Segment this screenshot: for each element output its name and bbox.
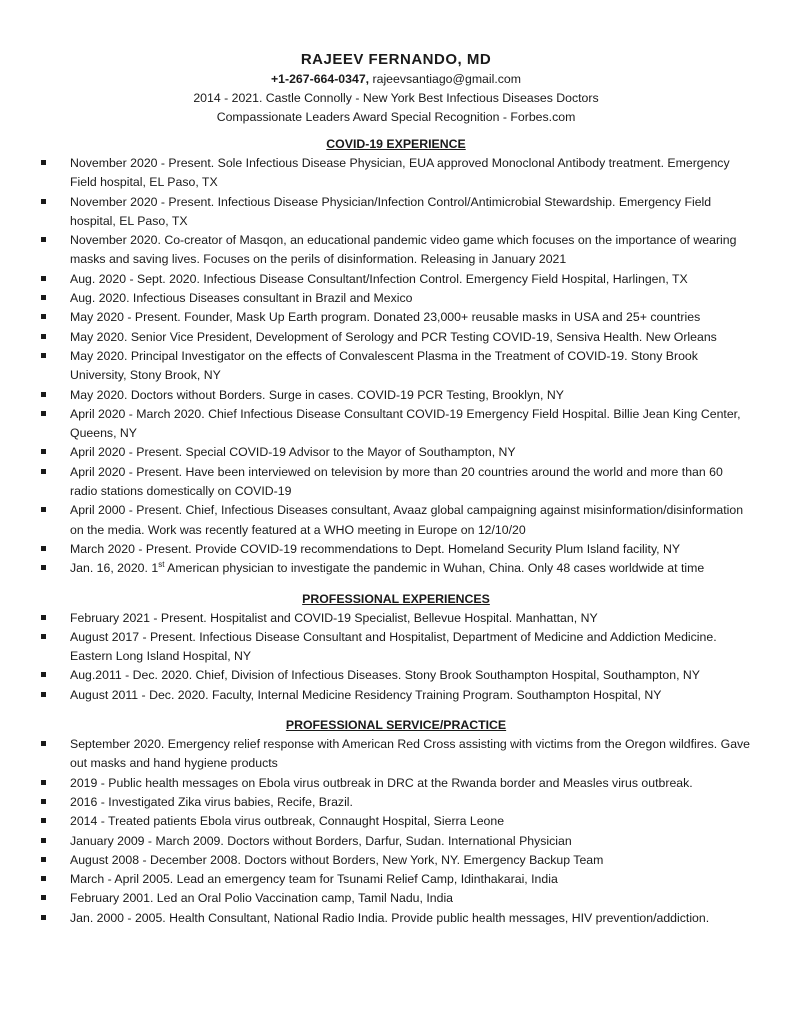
- list-item: Aug.2011 - Dec. 2020. Chief, Division of Infectious Diseases. Stony Brook Southampton Hospital, Southampton, NY: [41, 666, 751, 685]
- list-item: Aug. 2020 - Sept. 2020. Infectious Disease Consultant/Infection Control. Emergency Field Hospital, Harlingen, TX: [41, 270, 751, 289]
- list-item: 2014 - Treated patients Ebola virus outbreak, Connaught Hospital, Sierra Leone: [41, 812, 751, 831]
- award-line-2: Compassionate Leaders Award Special Recognition - Forbes.com: [216, 110, 576, 124]
- list-item: Aug. 2020. Infectious Diseases consultant in Brazil and Mexico: [41, 289, 751, 308]
- list-item: February 2001. Led an Oral Polio Vaccination camp, Tamil Nadu, India: [41, 889, 751, 908]
- list-item: 2019 - Public health messages on Ebola virus outbreak in DRC at the Rwanda border and Measles virus outbreak.: [41, 774, 751, 793]
- email-address: rajeevsantiago@gmail.com: [369, 72, 522, 86]
- list-item: November 2020. Co-creator of Masqon, an educational pandemic video game which focuses on the importance of wearing masks and saving lives. Focuses on the perils of disinformation. Releasing in January 2021: [41, 231, 751, 270]
- list-item: Jan. 2000 - 2005. Health Consultant, National Radio India. Provide public health messages, HIV prevention/addiction.: [41, 909, 751, 928]
- list-item: August 2017 - Present. Infectious Disease Consultant and Hospitalist, Department of Medicine and Addiction Medicine. Eastern Long Island Hospital, NY: [41, 628, 751, 667]
- professional-service-list: [41, 735, 751, 928]
- list-item: March - April 2005. Lead an emergency team for Tsunami Relief Camp, Idinthakarai, India: [41, 870, 751, 889]
- list-item: [41, 559, 751, 578]
- award-line-1: 2014 - 2021. Castle Connolly - New York Best Infectious Diseases Doctors: [193, 91, 599, 105]
- covid-experience-list: [41, 154, 751, 579]
- professional-service-section: [41, 716, 751, 928]
- contact-line: [41, 70, 751, 89]
- phone-number: +1-267-664-0347,: [270, 72, 370, 86]
- section-title-service: PROFESSIONAL SERVICE/PRACTICE: [285, 718, 507, 733]
- ordinal-suffix: st: [158, 560, 165, 570]
- covid-experience-section: [41, 135, 751, 579]
- list-item: November 2020 - Present. Infectious Disease Physician/Infection Control/Antimicrobial Stewardship. Emergency Field hospital, EL Paso, TX: [41, 193, 751, 232]
- list-item: March 2020 - Present. Provide COVID-19 recommendations to Dept. Homeland Security Plum Island facility, NY: [41, 540, 751, 559]
- list-item: April 2020 - Present. Special COVID-19 Advisor to the Mayor of Southampton, NY: [41, 443, 751, 462]
- list-item: February 2021 - Present. Hospitalist and COVID-19 Specialist, Bellevue Hospital. Manhattan, NY: [41, 609, 751, 628]
- list-item: August 2008 - December 2008. Doctors without Borders, New York, NY. Emergency Backup Team: [41, 851, 751, 870]
- list-item-text: Jan. 16, 2020. 1: [70, 561, 159, 576]
- resume-header: [41, 50, 751, 127]
- section-title-professional: PROFESSIONAL EXPERIENCES: [302, 591, 490, 606]
- list-item: May 2020. Doctors without Borders. Surge in cases. COVID-19 PCR Testing, Brooklyn, NY: [41, 386, 751, 405]
- list-item: November 2020 - Present. Sole Infectious Disease Physician, EUA approved Monoclonal Antibody treatment. Emergency Field hospital, EL Paso, TX: [41, 154, 751, 193]
- list-item: April 2020 - Present. Have been interviewed on television by more than 20 countries around the world and more than 60 radio stations domestically on COVID-19: [41, 463, 751, 502]
- section-title-covid: COVID-19 EXPERIENCE: [326, 137, 466, 151]
- list-item: May 2020. Principal Investigator on the effects of Convalescent Plasma in the Treatment of COVID-19. Stony Brook University, Stony Brook, NY: [41, 347, 751, 386]
- list-item-text: American physician to investigate the pandemic in Wuhan, China. Only 48 cases worldwide at time: [164, 561, 705, 576]
- professional-experiences-section: [41, 590, 751, 705]
- candidate-name: RAJEEV FERNANDO, MD: [300, 51, 492, 68]
- professional-experiences-list: [41, 609, 751, 705]
- list-item: May 2020 - Present. Founder, Mask Up Earth program. Donated 23,000+ reusable masks in USA and 25+ countries: [41, 308, 751, 327]
- list-item: September 2020. Emergency relief response with American Red Cross assisting with victims from the Oregon wildfires. Gave out masks and hand hygiene products: [41, 735, 751, 774]
- list-item: April 2000 - Present. Chief, Infectious Diseases consultant, Avaaz global campaigning against misinformation/disinformation on the media. Work was recently featured at a WHO meeting in Europe on 12/10/20: [41, 501, 751, 540]
- list-item: April 2020 - March 2020. Chief Infectious Disease Consultant COVID-19 Emergency Field Hospital. Billie Jean King Center, Queens, NY: [41, 405, 751, 444]
- list-item: May 2020. Senior Vice President, Development of Serology and PCR Testing COVID-19, Sensiva Health. New Orleans: [41, 328, 751, 347]
- list-item: August 2011 - Dec. 2020. Faculty, Internal Medicine Residency Training Program. Southampton Hospital, NY: [41, 686, 751, 705]
- list-item: January 2009 - March 2009. Doctors without Borders, Darfur, Sudan. International Physician: [41, 832, 751, 851]
- list-item: 2016 - Investigated Zika virus babies, Recife, Brazil.: [41, 793, 751, 812]
